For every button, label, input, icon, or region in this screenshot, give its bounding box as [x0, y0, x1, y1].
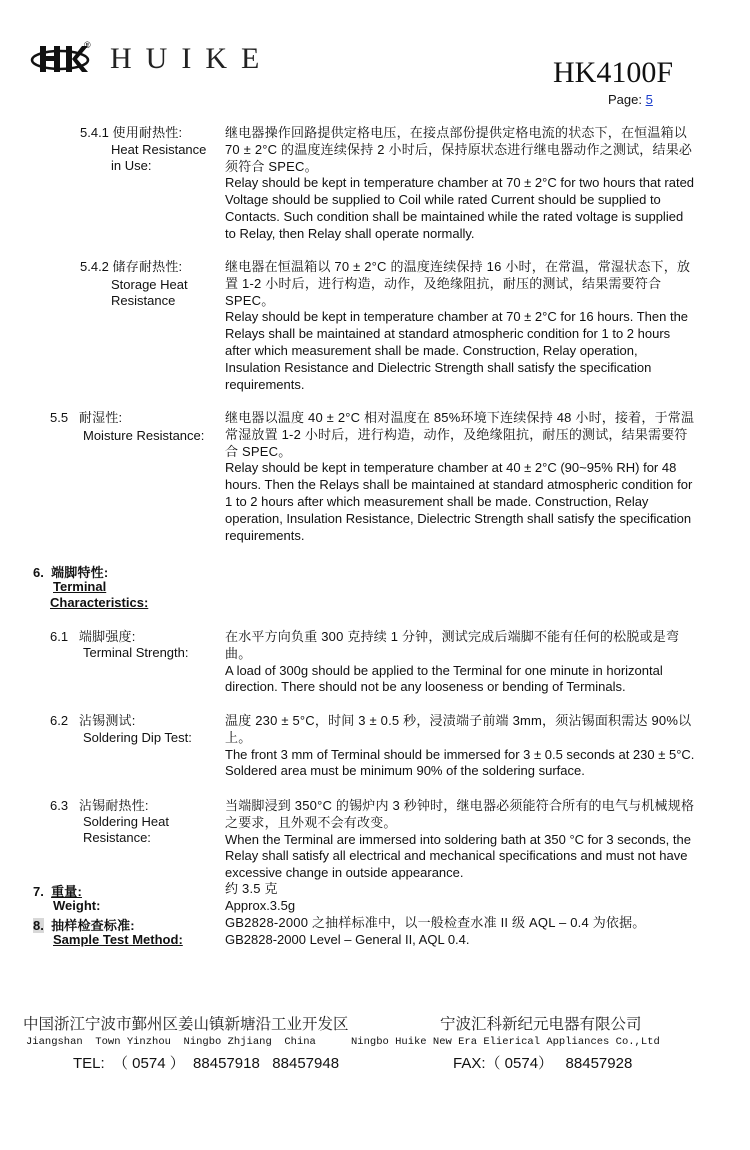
section-body: [225, 259, 695, 393]
section-heading-en: Terminal: [53, 579, 107, 594]
model-number: HK4100F: [553, 56, 674, 89]
section-body: [225, 881, 695, 915]
section-heading-en: Characteristics:: [50, 595, 149, 610]
section-heading-en: Weight:: [53, 898, 101, 913]
section-heading: 7. 重量:: [33, 884, 83, 899]
body-cn: 约 3.5 克: [225, 881, 278, 896]
footer-tel: TEL: （ 0574 ） 88457918 88457948: [73, 1055, 340, 1072]
section-number: 5.4.2 储存耐热性:: [80, 259, 183, 274]
body-en: A load of 300g should be applied to the Terminal for one minute in horizontal direction. There should not be any looseness or bending of Terminals.: [225, 662, 663, 695]
body-cn: 在水平方向负重 300 克持续 1 分钟，测试完成后端脚不能有任何的松脱或是弯曲。: [225, 629, 680, 661]
section-heading: 8. 抽样检查标准:: [33, 918, 135, 933]
section-heading-en: Sample Test Method:: [53, 932, 183, 947]
section-title-en: Storage Heat: [111, 277, 188, 292]
body-en: Approx.3.5g: [225, 897, 296, 913]
footer-company-en: Ningbo Huike New Era Elierical Appliances Co.,Ltd: [351, 1036, 660, 1048]
section-title-en: Resistance:: [83, 830, 151, 845]
footer-company-cn: 宁波汇科新纪元电器有限公司: [440, 1015, 642, 1033]
body-cn: 继电器操作回路提供定格电压，在接点部份提供定格电流的状态下，在恒温箱以 70 ± 2°C 的温度连续保持 2 小时后，保持原状态进行继电器动作之测试，结果必须符合 SPEC。: [225, 125, 693, 174]
section-number: 5.4.1 使用耐热性:: [80, 125, 183, 140]
body-en: The front 3 mm of Terminal should be immersed for 3 ± 0.5 seconds at 230 ± 5°C. Soldered area must be minimum 90% of the soldering surface.: [225, 746, 695, 779]
section-title-en: Resistance: [111, 293, 176, 308]
section-title-en: Heat Resistance: [111, 142, 207, 157]
registered-mark: ®: [84, 40, 91, 50]
body-en: Relay should be kept in temperature chamber at 70 ± 2°C for 16 hours. Then the Relays shall be maintained at standard atmospheric condition for 1 to 2 hours after which measurement shall be made. Construction, Relay operation, Insulation Resistance and Dielectric Strength shall satisfy the specification requirements.: [225, 309, 689, 392]
section-number: 6.2 沾锡测试:: [50, 713, 136, 728]
body-en: Relay should be kept in temperature chamber at 70 ± 2°C for two hours that rated Voltage should be supplied to Coil while rated Current should be supplied to Contacts. Such condition shall be maintained while the rated voltage is supplied to Relay, then Relay shall operate normally.: [225, 175, 695, 241]
page-number-link[interactable]: 5: [645, 92, 653, 107]
section-title-en: Moisture Resistance:: [83, 428, 205, 443]
brand-name: HUIKE: [110, 42, 274, 75]
section-number: 6.1 端脚强度:: [50, 629, 136, 644]
body-cn: GB2828-2000 之抽样标准中，以一般检查水准 II 级 AQL – 0.4 为依据。: [225, 915, 646, 930]
footer-address-en: Jiangshan Town Yinzhou Ningbo Zhjiang China: [26, 1036, 316, 1048]
section-heading: 6. 端脚特性:: [33, 565, 109, 580]
body-cn: 温度 230 ± 5°C，时间 3 ± 0.5 秒，浸渍端子前端 3mm，须沾锡面积需达 90%以上。: [225, 713, 692, 745]
footer-address-cn: 中国浙江宁波市鄞州区姜山镇新塘沿工业开发区: [23, 1015, 349, 1033]
section-body: [225, 713, 695, 780]
body-cn: 当端脚浸到 350°C 的锡炉内 3 秒钟时，继电器必须能符合所有的电气与机械规格之要求，且外观不会有改变。: [225, 798, 695, 830]
section-body: [225, 125, 695, 243]
body-en: When the Terminal are immersed into soldering bath at 350 °C for 3 seconds, the Relay shall satisfy all electrical and mechanical specifications and must not have excessive change in outside appearance.: [225, 831, 691, 881]
section-body: [225, 410, 695, 544]
section-title-en: Soldering Dip Test:: [83, 730, 192, 745]
page-label: Page:: [608, 92, 642, 107]
section-number: 6.3 沾锡耐热性:: [50, 798, 149, 813]
section-body: [225, 915, 695, 949]
body-en: GB2828-2000 Level – General II, AQL 0.4.: [225, 931, 470, 947]
section-body: [225, 798, 695, 882]
footer-fax: FAX:（ 0574） 88457928: [453, 1055, 633, 1072]
section-number: 5.5 耐湿性:: [50, 410, 123, 425]
section-body: [225, 629, 695, 696]
section-title-en: Soldering Heat: [83, 814, 169, 829]
body-cn: 继电器在恒温箱以 70 ± 2°C 的温度连续保持 16 小时，在常温，常湿状态下，放置 1-2 小时后，进行构造，动作，及绝缘阻抗，耐压的测试，结果需要符合 SPEC。: [225, 259, 691, 308]
section-title-en: Terminal Strength:: [83, 645, 189, 660]
body-cn: 继电器以温度 40 ± 2°C 相对温度在 85%环境下连续保持 48 小时，接着，于常温常湿放置 1-2 小时后，进行构造，动作，及绝缘阻抗，耐压的测试，结果需要符合 SPEC。: [225, 410, 695, 459]
page-indicator: [608, 92, 653, 107]
body-en: Relay should be kept in temperature chamber at 40 ± 2°C (90~95% RH) for 48 hours. Then the Relays shall be maintained at standard atmospheric condition for 1 to 2 hours after which measurement shall be made. Construction, Relay operation, Insulation Resistance, Dielectric Strength shall satisfy the specification requirements.: [225, 460, 693, 543]
section-title-en: in Use:: [111, 158, 152, 173]
